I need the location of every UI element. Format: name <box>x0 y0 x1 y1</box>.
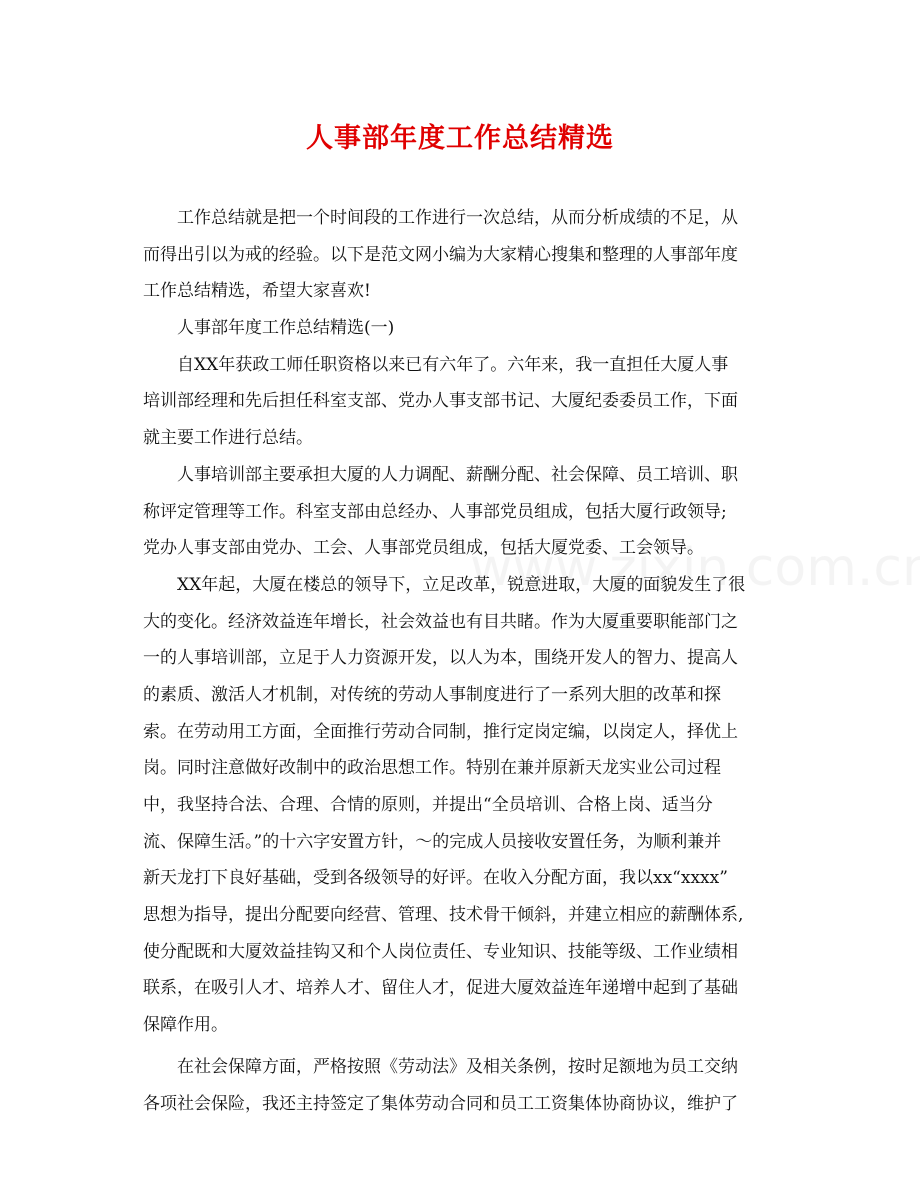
paragraph-line: 在社会保障方面，严格按照《劳动法》及相关条例，按时足额地为员工交纳 <box>177 1056 738 1077</box>
paragraph-line: 使分配既和大厦效益挂钩又和个人岗位责任、专业知识、技能等级、工作业绩相 <box>143 941 738 962</box>
paragraph-line: 岗。同时注意做好改制中的政治思想工作。特别在兼并原新天龙实业公司过程 <box>143 758 721 779</box>
paragraph-line: 各项社会保险，我还主持签定了集体劳动合同和员工工资集体协商协议，维护了 <box>143 1093 738 1114</box>
paragraph-line: XX年起，大厦在楼总的领导下，立足改革，锐意进取，大厦的面貌发生了很 <box>177 574 746 595</box>
paragraph-line: 党办人事支部由党办、工会、人事部党员组成，包括大厦党委、工会领导。 <box>143 538 704 559</box>
paragraph-line: 人事培训部主要承担大厦的人力调配、薪酬分配、社会保障、员工培训、职 <box>177 464 738 485</box>
paragraph-line: 工作总结精选，希望大家喜欢! <box>143 281 371 302</box>
paragraph-line: 索。在劳动用工方面，全面推行劳动合同制，推行定岗定编，以岗定人，择优上 <box>143 721 738 742</box>
section-heading-text: 人事部年度工作总结精选(一) <box>177 318 395 339</box>
paragraph <box>143 457 783 567</box>
document-title: 人事部年度工作总结精选 <box>306 123 614 154</box>
paragraph <box>143 347 783 457</box>
paragraph-line: 的素质、激活人才机制，对传统的劳动人事制度进行了一系列大胆的改革和探 <box>143 684 721 705</box>
paragraph-line: 新天龙打下良好基础，受到各级领导的好评。在收入分配方面，我以xx“xxxx” <box>143 868 728 889</box>
paragraph-line: 就主要工作进行总结。 <box>143 428 313 449</box>
paragraph-line: 而得出引以为戒的经验。以下是范文网小编为大家精心搜集和整理的人事部年度 <box>143 244 738 265</box>
document-body <box>143 200 783 1122</box>
paragraph-line: 一的人事培训部，立足于人力资源开发，以人为本，围绕开发人的智力、提高人 <box>143 648 738 669</box>
paragraph <box>143 1049 783 1122</box>
paragraph-line: 思想为指导，提出分配要向经营、管理、技术骨干倾斜，并建立相应的薪酬体系, <box>143 905 744 926</box>
paragraph-line: 流、保障生活。”的十六字安置方针，～的完成人员接收安置任务，为顺利兼并 <box>143 831 722 852</box>
section-heading <box>143 310 783 347</box>
paragraph-line: 大的变化。经济效益连年增长，社会效益也有目共睹。作为大厦重要职能部门之 <box>143 611 738 632</box>
paragraph-intro <box>143 200 783 310</box>
paragraph-line: 培训部经理和先后担任科室支部、党办人事支部书记、大厦纪委委员工作，下面 <box>143 391 738 412</box>
paragraph-line: 称评定管理等工作。科室支部由总经办、人事部党员组成，包括大厦行政领导; <box>143 501 727 522</box>
paragraph-line: 工作总结就是把一个时间段的工作进行一次总结，从而分析成绩的不足，从 <box>177 208 738 228</box>
paragraph-line: 保障作用。 <box>143 1015 228 1036</box>
paragraph-line: 中，我坚持合法、合理、合情的原则，并提出“全员培训、合格上岗、适当分 <box>143 795 713 815</box>
paragraph-line: 联系，在吸引人才、培养人才、留住人才，促进大厦效益连年递增中起到了基础 <box>143 978 738 999</box>
paragraph-line: 自XX年获政工师任职资格以来已有六年了。六年来，我一直担任大厦人事 <box>177 354 729 375</box>
paragraph <box>143 567 783 1044</box>
